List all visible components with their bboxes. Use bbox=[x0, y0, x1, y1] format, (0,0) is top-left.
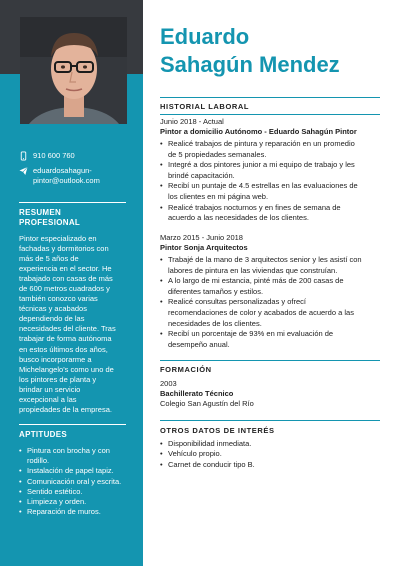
summary-line: excepcional a las bbox=[19, 394, 77, 404]
section-divider bbox=[160, 114, 380, 115]
sidebar-divider bbox=[19, 424, 126, 425]
email-line-2: pintor@outlook.com bbox=[33, 176, 100, 185]
job-bullet bbox=[160, 139, 385, 160]
job-bullet bbox=[160, 297, 385, 329]
job-title: Pintor Sonja Arquitectos bbox=[160, 243, 248, 252]
section-divider bbox=[160, 360, 380, 361]
skill-item: • Pintura con brocha y con bbox=[19, 446, 139, 456]
bullet-line: los clientes en mi página web. bbox=[168, 191, 269, 201]
phone-icon bbox=[19, 151, 28, 161]
summary-line: trabajar de forma autónoma bbox=[19, 334, 112, 344]
section-divider bbox=[160, 97, 380, 98]
summary-text bbox=[19, 234, 131, 415]
summary-line: necesidades del cliente. Tras bbox=[19, 324, 116, 334]
summary-line: más de 5 años de bbox=[19, 254, 79, 264]
job-entry bbox=[160, 117, 385, 224]
other-info-list bbox=[160, 439, 385, 470]
bullet-line: labores de pintura en las viviendas que construían. bbox=[168, 265, 338, 275]
summary-line: fachadas y dormitorios con bbox=[19, 244, 109, 254]
summary-line: técnicas y acabados bbox=[19, 304, 87, 314]
bullet-line: necesidades de los clientes. bbox=[168, 318, 262, 328]
skill-item: • Comunicación oral y escrita. bbox=[19, 477, 139, 487]
summary-heading-line-2: PROFESIONAL bbox=[19, 218, 81, 227]
email-row bbox=[19, 166, 137, 186]
sidebar-divider bbox=[19, 202, 126, 203]
bullet-line: • Recibí un puntaje de 4.5 estrellas en las evaluaciones de bbox=[168, 181, 358, 191]
summary-line: brindar un servicio bbox=[19, 384, 81, 394]
summary-heading-line-1: RESUMEN bbox=[19, 208, 62, 217]
bullet-line: • Realicé trabajos de pintura y reparación en un promedio bbox=[168, 139, 355, 148]
summary-line: los pintores de planta y bbox=[19, 374, 97, 384]
summary-line: de 600 metros cuadrados y bbox=[19, 284, 110, 294]
summary-line: experiencia en el sector. He bbox=[19, 264, 112, 274]
contact-info bbox=[19, 151, 137, 191]
bullet-line: • Integré a dos pintores junior a mi equipo de trabajo y les bbox=[168, 160, 355, 170]
bullet-line: diferentes tamaños y estilos. bbox=[168, 286, 264, 296]
name-line-2: Sahagún Mendez bbox=[160, 52, 340, 77]
education-degree: Bachillerato Técnico bbox=[160, 389, 234, 399]
job-title: Pintor a domicilio Autónomo - Eduardo Sahagún Pintor bbox=[160, 127, 357, 136]
skill-item: • Limpieza y orden. bbox=[19, 497, 139, 507]
job-bullet bbox=[160, 329, 385, 350]
job-bullet bbox=[160, 203, 385, 224]
job-bullet bbox=[160, 255, 385, 276]
phone-number[interactable]: 910 600 760 bbox=[33, 151, 75, 160]
job-bullet bbox=[160, 276, 385, 297]
candidate-name bbox=[160, 23, 390, 79]
other-info-item: • Carnet de conducir tipo B. bbox=[160, 460, 385, 470]
summary-line: también conozco varias bbox=[19, 294, 98, 304]
skill-item: • Reparación de muros. bbox=[19, 507, 139, 517]
job-dates: Marzo 2015 - Junio 2018 bbox=[160, 233, 243, 242]
name-line-1: Eduardo bbox=[160, 24, 250, 49]
job-dates: Junio 2018 - Actual bbox=[160, 117, 224, 126]
bullet-line: • Realicé consultas personalizadas y ofrecí bbox=[168, 297, 306, 307]
summary-line: busco incorporarme a bbox=[19, 354, 92, 364]
portrait-illustration bbox=[20, 17, 127, 124]
bullet-line: desempeño anual. bbox=[168, 339, 230, 349]
work-history-heading: HISTORIAL LABORAL bbox=[160, 102, 250, 111]
summary-heading bbox=[19, 208, 129, 228]
job-bullets bbox=[160, 255, 385, 350]
education-heading: FORMACIÓN bbox=[160, 365, 212, 374]
other-info-item: • Disponibilidad inmediata. bbox=[160, 439, 385, 449]
education-school: Colegio San Agustín del Río bbox=[160, 399, 254, 409]
job-bullet bbox=[160, 160, 385, 181]
education-entry bbox=[160, 379, 385, 410]
bullet-line: acuerdo a las necesidades de los clientes. bbox=[168, 213, 309, 223]
bullet-line: • Realicé trabajos nocturnos y en fines de semana de bbox=[168, 202, 341, 212]
section-divider bbox=[160, 420, 380, 421]
email-address[interactable] bbox=[33, 166, 100, 186]
summary-line: en estos últimos dos años, bbox=[19, 344, 108, 354]
summary-line: Pintor especializado en bbox=[19, 234, 97, 243]
bullet-line: • Recibí un porcentaje de 93% en mi evaluación de bbox=[168, 329, 334, 339]
other-info-item: • Vehículo propio. bbox=[160, 449, 385, 459]
summary-line: Michelangelo's como uno de bbox=[19, 364, 114, 374]
email-line-1: eduardosahagun- bbox=[33, 166, 92, 175]
phone-row bbox=[19, 151, 137, 161]
bullet-line: • Trabajé de la mano de 3 arquitectos senior y les asistí con bbox=[168, 255, 362, 264]
skill-item: • Instalación de papel tapiz. bbox=[19, 466, 139, 476]
skills-heading: APTITUDES bbox=[19, 430, 68, 439]
bullet-line: brindé capacitación. bbox=[168, 170, 235, 180]
send-icon bbox=[19, 166, 28, 176]
job-bullet bbox=[160, 181, 385, 202]
summary-line: propiedades de la empresa. bbox=[19, 404, 112, 414]
sidebar bbox=[0, 0, 143, 566]
skill-item: • Sentido estético. bbox=[19, 487, 139, 497]
other-info-heading: OTROS DATOS DE INTERÉS bbox=[160, 426, 275, 435]
skill-item-continuation: rodillo. bbox=[27, 456, 50, 466]
summary-line: dependiendo de las bbox=[19, 314, 85, 324]
job-entry bbox=[160, 233, 385, 350]
skills-list bbox=[19, 446, 139, 517]
profile-photo bbox=[20, 17, 127, 124]
summary-line: trabajado con casas de más bbox=[19, 274, 113, 284]
bullet-line: de 5 propiedades semanales. bbox=[168, 149, 267, 159]
job-bullets bbox=[160, 139, 385, 224]
bullet-line: recomendaciones de color y acabados de acuerdo a las bbox=[168, 307, 354, 317]
bullet-line: • A lo largo de mi estancia, pinté más de 200 casas de bbox=[168, 276, 344, 286]
education-year: 2003 bbox=[160, 379, 177, 388]
